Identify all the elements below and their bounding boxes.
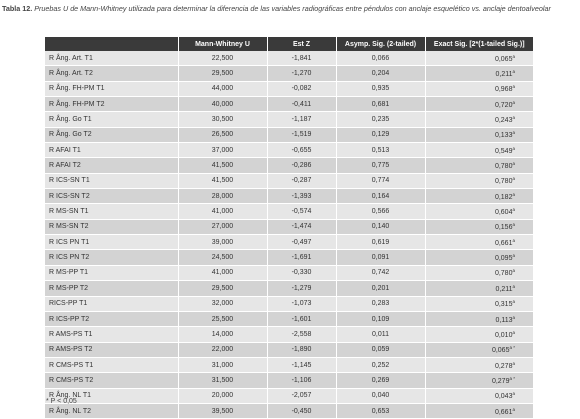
asymp-sig-cell <box>336 296 425 311</box>
est-z-cell-value: -1,073 <box>291 300 312 308</box>
mann-whitney-u-cell <box>178 388 267 403</box>
exact-sig-cell-value: 0,661 <box>494 408 513 416</box>
row-label <box>45 112 178 127</box>
asymp-sig-cell-value: 0,164 <box>371 192 390 200</box>
mann-whitney-u-cell-value: 22,000 <box>211 346 234 354</box>
mann-whitney-u-cell <box>178 173 267 188</box>
table-header-row <box>45 37 533 51</box>
exact-sig-cell-value: 0,211 <box>495 71 513 79</box>
est-z-cell-value: -0,286 <box>291 162 312 170</box>
est-z-cell-value: -1,187 <box>291 116 312 124</box>
exact-sig-superscript: a <box>512 130 515 136</box>
est-z-cell-value: -0,450 <box>291 407 312 415</box>
row-label <box>45 281 178 296</box>
exact-sig-cell <box>425 81 533 96</box>
table-row <box>45 296 533 311</box>
row-label-value: R ICS-PP T2 <box>49 315 90 323</box>
row-label-value: R MS-PP T2 <box>49 284 89 292</box>
mann-whitney-u-cell-value: 27,000 <box>211 223 234 231</box>
mann-whitney-u-cell <box>178 189 267 204</box>
est-z-cell-value: -0,497 <box>291 238 312 246</box>
row-label <box>45 81 178 96</box>
est-z-cell-value: -1,270 <box>291 70 312 78</box>
asymp-sig-cell-value: 0,140 <box>371 223 390 231</box>
table-row <box>45 388 533 403</box>
mann-whitney-u-cell <box>178 373 267 388</box>
mann-whitney-u-cell-value: 39,000 <box>211 238 234 246</box>
exact-sig-cell-value: 0,043 <box>494 393 513 401</box>
est-z-cell <box>267 81 336 96</box>
mann-whitney-table <box>45 37 533 419</box>
row-label-value: R AFAI T1 <box>49 146 81 154</box>
table-row <box>45 219 533 234</box>
mann-whitney-u-cell-value: 20,000 <box>211 392 234 400</box>
exact-sig-superscript: a <box>512 329 515 335</box>
asymp-sig-cell-value: 0,774 <box>371 177 390 185</box>
est-z-cell-value: -1,519 <box>291 131 312 139</box>
exact-sig-cell <box>425 66 533 81</box>
row-label-value: R ICS PN T1 <box>49 238 90 246</box>
row-label <box>45 219 178 234</box>
table-row <box>45 158 533 173</box>
est-z-cell-value: -0,655 <box>291 146 312 154</box>
table-row <box>45 281 533 296</box>
table-row <box>45 51 533 66</box>
mann-whitney-u-cell-value: 39,500 <box>211 407 234 415</box>
row-label <box>45 403 178 418</box>
exact-sig-superscript: a <box>512 207 515 213</box>
row-label-value: R Ång. Art. T2 <box>49 70 93 78</box>
asymp-sig-cell-value: 0,066 <box>371 54 390 62</box>
table-body <box>45 51 533 419</box>
exact-sig-superscript: a <box>512 53 515 59</box>
row-label <box>45 296 178 311</box>
row-label-value: R ICS-SN T1 <box>49 177 90 185</box>
asymp-sig-cell <box>336 281 425 296</box>
row-label-value: R Ång. Go T1 <box>49 116 92 124</box>
exact-sig-superscript: a <box>512 314 515 320</box>
exact-sig-cell <box>425 51 533 66</box>
header-mann-whitney-u: Mann-Whitney U <box>178 37 267 51</box>
row-label-value: R Ång. NL T2 <box>49 407 92 415</box>
exact-sig-cell <box>425 235 533 250</box>
exact-sig-superscript: a <box>512 115 515 121</box>
asymp-sig-cell <box>336 97 425 112</box>
asymp-sig-cell <box>336 311 425 326</box>
asymp-sig-cell <box>336 373 425 388</box>
mann-whitney-u-cell-value: 41,500 <box>211 177 234 185</box>
row-label-value: R AMS-PS T2 <box>49 346 93 354</box>
asymp-sig-cell-value: 0,235 <box>371 116 390 124</box>
mann-whitney-u-cell-value: 25,500 <box>211 315 234 323</box>
exact-sig-cell-value: 0,156 <box>494 224 513 232</box>
asymp-sig-cell <box>336 403 425 418</box>
footnote: * P < 0,05 <box>46 398 77 405</box>
row-label-value: R ICS-SN T2 <box>49 192 90 200</box>
est-z-cell <box>267 189 336 204</box>
exact-sig-cell-value: 0,279 <box>491 377 510 385</box>
mann-whitney-u-cell <box>178 357 267 372</box>
mann-whitney-u-cell-value: 31,500 <box>211 376 234 384</box>
asymp-sig-cell <box>336 66 425 81</box>
row-label-value: R MS-SN T2 <box>49 223 89 231</box>
mann-whitney-u-cell-value: 41,000 <box>211 208 234 216</box>
asymp-sig-cell-value: 0,742 <box>371 269 390 277</box>
row-label-value: R Ång. Go T2 <box>49 131 92 139</box>
row-label <box>45 158 178 173</box>
table-row <box>45 327 533 342</box>
exact-sig-cell-value: 0,604 <box>494 209 513 217</box>
row-label <box>45 250 178 265</box>
asymp-sig-cell-value: 0,566 <box>371 208 390 216</box>
row-label-value: R Ång. NL T1 <box>49 392 92 400</box>
table-row <box>45 189 533 204</box>
asymp-sig-cell-value: 0,011 <box>372 330 389 338</box>
mann-whitney-u-cell <box>178 97 267 112</box>
exact-sig-superscript: a <box>512 391 515 397</box>
mann-whitney-u-cell-value: 14,000 <box>211 330 234 338</box>
table-row <box>45 342 533 357</box>
row-label-value: R Ång. FH-PM T1 <box>49 85 105 93</box>
row-label <box>45 189 178 204</box>
asymp-sig-cell-value: 0,201 <box>371 284 390 292</box>
est-z-cell <box>267 296 336 311</box>
asymp-sig-cell <box>336 127 425 142</box>
est-z-cell-value: -1,145 <box>291 361 312 369</box>
est-z-cell-value: -0,330 <box>291 269 312 277</box>
exact-sig-cell-value: 0,133 <box>494 132 513 140</box>
est-z-cell <box>267 403 336 418</box>
est-z-cell-value: -0,082 <box>291 85 312 93</box>
mann-whitney-u-cell <box>178 296 267 311</box>
exact-sig-superscript: a <box>512 406 515 412</box>
asymp-sig-cell-value: 0,619 <box>371 238 390 246</box>
mann-whitney-u-cell <box>178 51 267 66</box>
table-row <box>45 173 533 188</box>
exact-sig-superscript: a <box>512 191 515 197</box>
row-label <box>45 342 178 357</box>
exact-sig-cell-value: 0,315 <box>494 301 513 309</box>
est-z-cell-value: -2,558 <box>291 330 312 338</box>
mann-whitney-u-cell <box>178 81 267 96</box>
est-z-cell <box>267 219 336 234</box>
table-row <box>45 235 533 250</box>
asymp-sig-cell-value: 0,935 <box>371 85 390 93</box>
est-z-cell <box>267 327 336 342</box>
mann-whitney-u-cell <box>178 327 267 342</box>
est-z-cell-value: -1,841 <box>291 54 312 62</box>
exact-sig-cell-value: 0,113 <box>495 316 513 324</box>
asymp-sig-cell <box>336 342 425 357</box>
row-label <box>45 373 178 388</box>
table-row <box>45 143 533 158</box>
table-row <box>45 97 533 112</box>
exact-sig-cell <box>425 265 533 280</box>
exact-sig-cell <box>425 281 533 296</box>
mann-whitney-u-cell-value: 29,500 <box>211 284 234 292</box>
exact-sig-cell-value: 0,278 <box>494 362 513 370</box>
est-z-cell-value: -0,287 <box>291 177 312 185</box>
exact-sig-superscript: a <box>512 176 515 182</box>
asymp-sig-cell-value: 0,653 <box>371 407 390 415</box>
exact-sig-cell-value: 0,211 <box>495 285 513 293</box>
est-z-cell <box>267 51 336 66</box>
mann-whitney-u-cell-value: 41,000 <box>211 269 234 277</box>
est-z-cell <box>267 204 336 219</box>
exact-sig-superscript: a <box>512 237 515 243</box>
exact-sig-superscript: a <box>512 99 515 105</box>
est-z-cell <box>267 311 336 326</box>
exact-sig-superscript: a <box>512 268 515 274</box>
est-z-cell-value: -0,411 <box>291 100 312 108</box>
mann-whitney-u-cell-value: 31,000 <box>211 361 234 369</box>
row-label-value: R CMS-PS T1 <box>49 361 94 369</box>
row-label-value: R Ång. Art. T1 <box>49 54 93 62</box>
mann-whitney-u-cell <box>178 311 267 326</box>
mann-whitney-u-cell <box>178 66 267 81</box>
exact-sig-cell <box>425 296 533 311</box>
mann-whitney-u-cell <box>178 342 267 357</box>
mann-whitney-u-cell <box>178 204 267 219</box>
exact-sig-superscript: a <box>512 145 515 151</box>
exact-sig-cell <box>425 143 533 158</box>
mann-whitney-u-cell-value: 26,500 <box>211 131 234 139</box>
exact-sig-cell-value: 0,720 <box>494 101 513 109</box>
asymp-sig-cell <box>336 250 425 265</box>
asymp-sig-cell-value: 0,204 <box>371 70 390 78</box>
row-label <box>45 357 178 372</box>
asymp-sig-cell-value: 0,040 <box>371 392 390 400</box>
table-caption <box>2 4 576 13</box>
exact-sig-cell <box>425 311 533 326</box>
est-z-cell <box>267 66 336 81</box>
row-label-value: RICS-PP T1 <box>49 300 88 308</box>
mann-whitney-u-cell <box>178 281 267 296</box>
table-row <box>45 81 533 96</box>
exact-sig-superscript: a <box>512 84 515 90</box>
est-z-cell-value: -1,279 <box>291 284 312 292</box>
est-z-cell <box>267 173 336 188</box>
row-label-value: R CMS-PS T2 <box>49 376 94 384</box>
est-z-cell <box>267 281 336 296</box>
asymp-sig-cell <box>336 51 425 66</box>
est-z-cell <box>267 235 336 250</box>
asymp-sig-cell-value: 0,513 <box>371 146 390 154</box>
exact-sig-cell <box>425 373 533 388</box>
table-row <box>45 250 533 265</box>
row-label <box>45 311 178 326</box>
exact-sig-cell <box>425 189 533 204</box>
exact-sig-cell-value: 0,780 <box>494 270 513 278</box>
asymp-sig-cell <box>336 173 425 188</box>
mann-whitney-u-cell <box>178 403 267 418</box>
asymp-sig-cell <box>336 158 425 173</box>
asymp-sig-cell-value: 0,775 <box>371 162 390 170</box>
mann-whitney-u-cell <box>178 219 267 234</box>
exact-sig-cell-value: 0,095 <box>494 255 513 263</box>
exact-sig-cell-value: 0,968 <box>494 86 513 94</box>
header-variable <box>45 37 178 51</box>
exact-sig-cell-value: 0,549 <box>494 147 513 155</box>
mann-whitney-u-cell <box>178 143 267 158</box>
row-label-value: R Ång. FH-PM T2 <box>49 100 105 108</box>
table-row <box>45 373 533 388</box>
est-z-cell-value: -1,601 <box>291 315 312 323</box>
exact-sig-cell <box>425 204 533 219</box>
row-label-value: R ICS PN T2 <box>49 254 90 262</box>
asymp-sig-cell <box>336 204 425 219</box>
exact-sig-cell-value: 0,010 <box>494 331 513 339</box>
mann-whitney-u-cell <box>178 235 267 250</box>
est-z-cell <box>267 97 336 112</box>
row-label <box>45 204 178 219</box>
exact-sig-superscript: a <box>512 253 515 259</box>
table-row <box>45 112 533 127</box>
est-z-cell-value: -1,890 <box>291 346 312 354</box>
asymp-sig-cell <box>336 235 425 250</box>
mann-whitney-u-cell-value: 32,000 <box>211 300 234 308</box>
mann-whitney-u-cell-value: 22,500 <box>211 54 234 62</box>
exact-sig-cell <box>425 158 533 173</box>
asymp-sig-cell <box>336 143 425 158</box>
mann-whitney-u-cell-value: 28,000 <box>211 192 234 200</box>
exact-sig-cell <box>425 127 533 142</box>
est-z-cell <box>267 342 336 357</box>
est-z-cell <box>267 143 336 158</box>
est-z-cell-value: -1,106 <box>291 376 312 384</box>
est-z-cell <box>267 158 336 173</box>
exact-sig-cell-value: 0,065 <box>494 55 513 63</box>
table-row <box>45 403 533 418</box>
table-row <box>45 66 533 81</box>
row-label <box>45 173 178 188</box>
est-z-cell-value: -2,057 <box>291 392 312 400</box>
mann-whitney-u-cell-value: 24,500 <box>211 254 234 262</box>
asymp-sig-cell <box>336 219 425 234</box>
table-row <box>45 311 533 326</box>
mann-whitney-u-cell <box>178 158 267 173</box>
exact-sig-cell <box>425 403 533 418</box>
asymp-sig-cell-value: 0,681 <box>371 100 390 108</box>
exact-sig-cell-value: 0,780 <box>494 178 513 186</box>
est-z-cell <box>267 357 336 372</box>
est-z-cell-value: -1,474 <box>291 223 312 231</box>
exact-sig-cell <box>425 327 533 342</box>
asymp-sig-cell <box>336 265 425 280</box>
exact-sig-superscript: a <box>512 299 515 305</box>
exact-sig-cell <box>425 388 533 403</box>
caption-prefix: Tabla 12. <box>2 4 33 13</box>
row-label-value: R MS-SN T1 <box>49 208 89 216</box>
asymp-sig-cell <box>336 388 425 403</box>
mann-whitney-u-cell-value: 37,000 <box>211 146 234 154</box>
mann-whitney-u-cell-value: 41,500 <box>211 162 234 170</box>
exact-sig-cell-value: 0,182 <box>494 193 513 201</box>
exact-sig-superscript: a * <box>509 345 515 351</box>
table-row <box>45 127 533 142</box>
mann-whitney-u-cell <box>178 112 267 127</box>
est-z-cell-value: -1,393 <box>291 192 312 200</box>
row-label-value: R MS-PP T1 <box>49 269 89 277</box>
table-row <box>45 204 533 219</box>
row-label <box>45 51 178 66</box>
exact-sig-cell <box>425 97 533 112</box>
exact-sig-superscript: a <box>512 222 515 228</box>
asymp-sig-cell <box>336 112 425 127</box>
exact-sig-cell-value: 0,780 <box>494 163 513 171</box>
header-asymp-sig: Asymp. Sig. (2-tailed) <box>336 37 425 51</box>
row-label-value: R AMS-PS T1 <box>49 330 93 338</box>
asymp-sig-cell-value: 0,252 <box>371 361 390 369</box>
exact-sig-cell-value: 0,065 <box>491 347 510 355</box>
row-label <box>45 143 178 158</box>
row-label <box>45 127 178 142</box>
table-row <box>45 265 533 280</box>
asymp-sig-cell <box>336 189 425 204</box>
asymp-sig-cell-value: 0,283 <box>371 300 390 308</box>
asymp-sig-cell-value: 0,129 <box>371 131 390 139</box>
est-z-cell-value: -0,574 <box>291 208 312 216</box>
asymp-sig-cell-value: 0,091 <box>371 254 390 262</box>
est-z-cell <box>267 373 336 388</box>
mann-whitney-u-cell-value: 40,000 <box>211 100 234 108</box>
asymp-sig-cell-value: 0,269 <box>371 376 390 384</box>
asymp-sig-cell <box>336 327 425 342</box>
mann-whitney-u-cell <box>178 127 267 142</box>
table-row <box>45 357 533 372</box>
row-label <box>45 97 178 112</box>
mann-whitney-u-cell <box>178 250 267 265</box>
exact-sig-superscript: a <box>512 283 515 289</box>
row-label <box>45 327 178 342</box>
header-est-z: Est Z <box>267 37 336 51</box>
exact-sig-superscript: a <box>512 69 515 75</box>
mann-whitney-u-cell-value: 30,500 <box>211 116 234 124</box>
exact-sig-cell <box>425 250 533 265</box>
mann-whitney-u-cell-value: 44,000 <box>211 85 234 93</box>
asymp-sig-cell <box>336 357 425 372</box>
caption-text: Pruebas U de Mann-Whitney utilizada para determinar la diferencia de las variables radiográficas entre péndulos con anclaje esquelético vs. anclaje dentoalveolar <box>34 4 551 13</box>
header-exact-sig: Exact Sig. [2*(1-tailed Sig.)] <box>425 37 533 51</box>
mann-whitney-u-cell-value: 29,500 <box>211 70 234 78</box>
row-label <box>45 265 178 280</box>
exact-sig-cell <box>425 219 533 234</box>
exact-sig-superscript: a * <box>509 375 515 381</box>
exact-sig-cell-value: 0,243 <box>494 117 513 125</box>
row-label <box>45 66 178 81</box>
exact-sig-cell <box>425 357 533 372</box>
exact-sig-cell <box>425 173 533 188</box>
est-z-cell <box>267 127 336 142</box>
asymp-sig-cell-value: 0,059 <box>371 346 390 354</box>
est-z-cell <box>267 388 336 403</box>
exact-sig-cell-value: 0,661 <box>494 239 513 247</box>
est-z-cell-value: -1,691 <box>291 254 312 262</box>
asymp-sig-cell <box>336 81 425 96</box>
row-label <box>45 235 178 250</box>
exact-sig-superscript: a <box>512 360 515 366</box>
est-z-cell <box>267 265 336 280</box>
row-label-value: R AFAI T2 <box>49 162 81 170</box>
mann-whitney-u-cell <box>178 265 267 280</box>
exact-sig-superscript: a <box>512 161 515 167</box>
exact-sig-cell <box>425 342 533 357</box>
asymp-sig-cell-value: 0,109 <box>371 315 390 323</box>
est-z-cell <box>267 250 336 265</box>
est-z-cell <box>267 112 336 127</box>
exact-sig-cell <box>425 112 533 127</box>
